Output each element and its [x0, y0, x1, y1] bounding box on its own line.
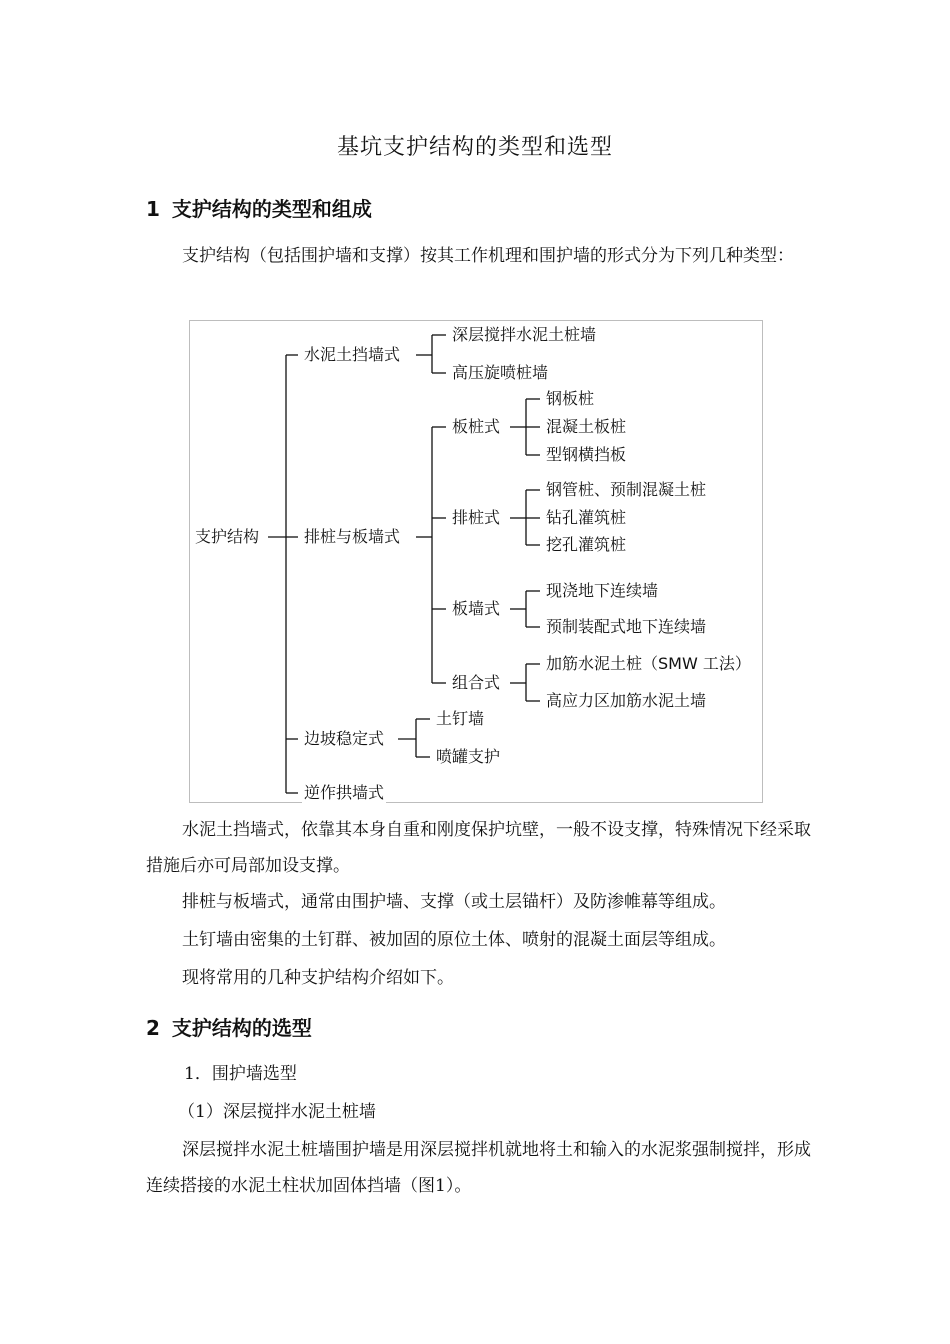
- node-cast-in-place-diaphragm-wall: 现浇地下连续墙: [546, 581, 659, 600]
- node-concrete-sheet-pile: 混凝土板桩: [546, 417, 627, 436]
- paragraph-soil-nail-wall: 土钉墙由密集的土钉群、被加固的原位土体、喷射的混凝土面层等组成。: [182, 930, 726, 950]
- support-structure-classification-diagram: [189, 320, 763, 803]
- node-jet-grouting-pile-wall: 高压旋喷桩墙: [452, 363, 549, 382]
- section-title: 支护结构的类型和组成: [171, 197, 372, 221]
- section-number: 1: [146, 197, 160, 221]
- intro-paragraph: 支护结构（包括围护墙和支撑）按其工作机理和围护墙的形式分为下列几种类型：: [182, 246, 794, 266]
- paragraph-pile-plate-wall: 排桩与板墙式，通常由围护墙、支撑（或土层锚杆）及防渗帷幕等组成。: [182, 892, 726, 912]
- item-retaining-wall-selection: 1．围护墙选型: [184, 1064, 297, 1084]
- section-number: 2: [146, 1016, 160, 1040]
- node-steel-lagging: 型钢横挡板: [546, 445, 627, 464]
- paragraph-cement-soil-wall: 水泥土挡墙式，依靠其本身自重和刚度保护坑壁，一般不设支撑，特殊情况下经采取措施后亦可局部加设支撑。: [146, 820, 811, 876]
- node-smw-pile: 加筋水泥土桩（SMW 工法）: [546, 654, 751, 673]
- node-cement-soil-wall: 水泥土挡墙式: [304, 345, 401, 364]
- node-combined-type: 组合式: [452, 673, 501, 692]
- node-steel-pipe-precast-pile: 钢管桩、预制混凝土桩: [546, 480, 707, 499]
- section-1-heading: [146, 193, 372, 222]
- node-reverse-arch-wall: 逆作拱墙式: [304, 783, 385, 802]
- node-pile-and-plate-wall: 排桩与板墙式: [304, 527, 401, 546]
- diagram-connector-lines: [190, 321, 762, 802]
- paragraph-deep-mixing-description: 深层搅拌水泥土桩墙围护墙是用深层搅拌机就地将土和输入的水泥浆强制搅拌，形成连续搭接的水泥土柱状加固体挡墙（图1）。: [146, 1140, 811, 1196]
- section-2-heading: [146, 1012, 312, 1041]
- item-deep-mixing-pile-wall: （1）深层搅拌水泥土桩墙: [178, 1102, 376, 1122]
- node-shotcrete-support: 喷罐支护: [436, 747, 501, 766]
- node-steel-sheet-pile: 钢板桩: [546, 389, 595, 408]
- node-soil-nail-wall: 土钉墙: [436, 709, 485, 728]
- document-title: 基坑支护结构的类型和选型: [336, 135, 613, 160]
- node-root: 支护结构: [195, 527, 260, 546]
- node-deep-mixing-pile-wall: 深层搅拌水泥土桩墙: [452, 325, 597, 344]
- section-title: 支护结构的选型: [171, 1016, 312, 1040]
- node-precast-diaphragm-wall: 预制装配式地下连续墙: [546, 617, 707, 636]
- node-row-pile-type: 排桩式: [452, 508, 501, 527]
- node-bored-pile: 钻孔灌筑桩: [546, 508, 627, 527]
- paragraph-introduction: 现将常用的几种支护结构介绍如下。: [182, 968, 454, 988]
- node-dug-pile: 挖孔灌筑桩: [546, 535, 627, 554]
- node-plate-wall-type: 板墙式: [452, 599, 501, 618]
- node-sheet-pile-type: 板桩式: [452, 417, 501, 436]
- node-high-stress-reinforced-wall: 高应力区加筋水泥土墙: [546, 691, 707, 710]
- node-slope-stabilization: 边坡稳定式: [304, 729, 385, 748]
